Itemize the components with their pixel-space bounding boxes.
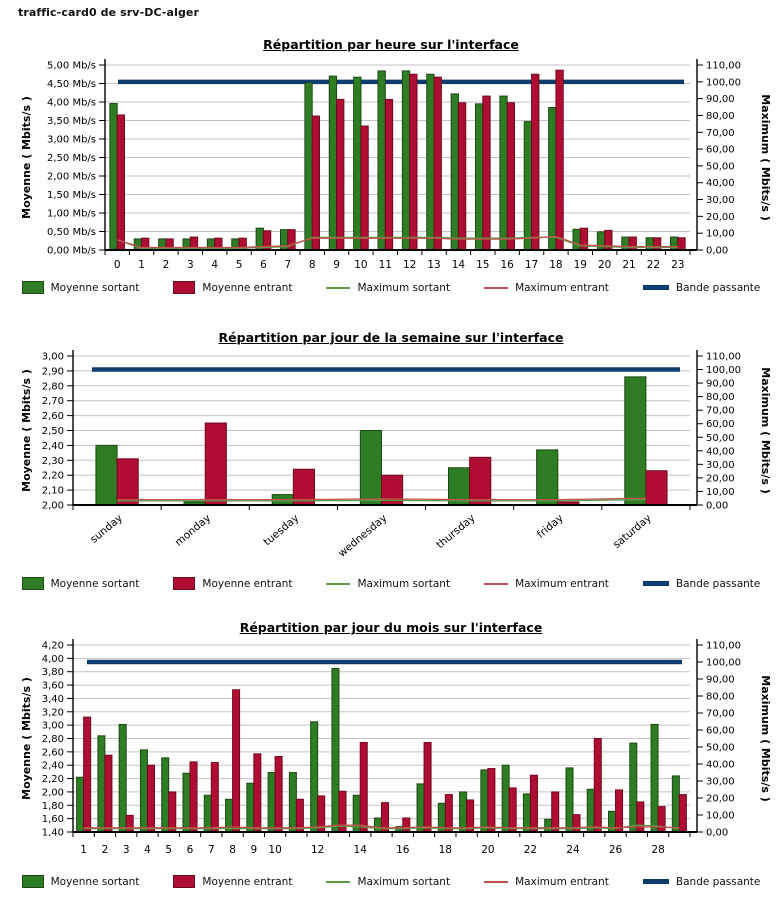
legend-swatch-moyenne-sortant — [22, 281, 44, 294]
line-maximum-sortant — [117, 237, 678, 248]
svg-text:7: 7 — [207, 844, 215, 856]
legend-swatch-maximum-sortant — [326, 583, 350, 585]
svg-text:12: 12 — [310, 844, 325, 856]
svg-text:Maximum ( Mbits/s ): Maximum ( Mbits/s ) — [759, 367, 772, 494]
legend-label-maximum-entrant: Maximum entrant — [515, 875, 609, 888]
svg-text:40,00: 40,00 — [706, 759, 735, 771]
svg-text:18: 18 — [438, 844, 453, 856]
svg-text:2,50 Mb/s: 2,50 Mb/s — [47, 153, 96, 164]
chart-weekday-plot — [0, 343, 782, 573]
svg-text:23: 23 — [671, 259, 685, 271]
svg-text:1,00 Mb/s: 1,00 Mb/s — [47, 208, 96, 220]
svg-text:4,20: 4,20 — [41, 640, 64, 652]
legend-item-maximum-sortant — [326, 578, 450, 590]
svg-text:11: 11 — [378, 259, 392, 271]
svg-text:2,70: 2,70 — [41, 396, 64, 408]
svg-text:17: 17 — [524, 259, 539, 271]
svg-text:80,00: 80,00 — [706, 110, 735, 122]
legend-swatch-maximum-sortant — [326, 287, 350, 289]
legend-label-maximum-sortant: Maximum sortant — [357, 281, 451, 294]
legend-label-maximum-sortant: Maximum sortant — [357, 875, 451, 888]
svg-text:14: 14 — [353, 844, 367, 856]
legend-label-maximum-entrant: Maximum entrant — [515, 577, 609, 590]
svg-text:1: 1 — [80, 844, 87, 856]
svg-text:18: 18 — [549, 259, 563, 271]
svg-text:2,60: 2,60 — [41, 411, 64, 423]
svg-text:3,00: 3,00 — [41, 351, 64, 363]
svg-text:60,00: 60,00 — [706, 419, 735, 431]
svg-text:tuesday: tuesday — [261, 512, 302, 549]
svg-text:2,80: 2,80 — [41, 381, 64, 393]
svg-text:28: 28 — [651, 844, 665, 856]
svg-text:1,50 Mb/s: 1,50 Mb/s — [47, 190, 96, 201]
svg-text:110,00: 110,00 — [706, 640, 741, 652]
svg-text:2,40: 2,40 — [41, 440, 64, 452]
svg-text:8: 8 — [229, 844, 236, 856]
svg-text:2,50: 2,50 — [41, 426, 64, 437]
chart-hourly-plot — [0, 45, 782, 275]
svg-text:0,50 Mb/s: 0,50 Mb/s — [47, 227, 96, 238]
svg-text:20: 20 — [481, 844, 495, 856]
svg-text:2,80: 2,80 — [41, 734, 64, 745]
x-tick-labels — [88, 512, 654, 560]
svg-text:Moyenne ( Mbits/s ): Moyenne ( Mbits/s ) — [20, 369, 33, 492]
svg-text:1,80: 1,80 — [41, 800, 64, 812]
svg-text:22: 22 — [646, 259, 661, 271]
svg-text:3,50 Mb/s: 3,50 Mb/s — [47, 116, 96, 127]
svg-text:2,90: 2,90 — [41, 366, 64, 378]
svg-text:90,00: 90,00 — [706, 674, 735, 686]
svg-text:10,00: 10,00 — [706, 810, 735, 822]
svg-text:2,00: 2,00 — [41, 787, 64, 799]
svg-text:4: 4 — [211, 259, 219, 271]
svg-text:14: 14 — [451, 259, 466, 271]
svg-text:20: 20 — [598, 259, 612, 271]
legend-label-maximum-entrant: Maximum entrant — [515, 281, 609, 294]
legend-item-moyenne-sortant — [22, 281, 140, 294]
svg-text:110,00: 110,00 — [706, 60, 741, 72]
svg-text:2,20: 2,20 — [41, 774, 64, 786]
svg-text:20,00: 20,00 — [706, 211, 735, 223]
legend-item-bande-passante — [643, 282, 760, 294]
svg-text:wednesday: wednesday — [336, 512, 390, 560]
svg-text:4: 4 — [144, 844, 151, 856]
legend-swatch-bande-passante — [643, 285, 669, 290]
report-header: traffic-card0 de srv-DC-alger — [18, 6, 200, 19]
svg-text:100,00: 100,00 — [706, 657, 741, 669]
chart-weekday-legend — [0, 577, 782, 590]
svg-text:4,00: 4,00 — [41, 653, 64, 665]
svg-text:friday: friday — [534, 512, 566, 541]
svg-text:16: 16 — [500, 259, 514, 271]
svg-text:5: 5 — [235, 259, 243, 271]
svg-text:3,80: 3,80 — [41, 667, 64, 679]
svg-text:Moyenne ( Mbits/s ): Moyenne ( Mbits/s ) — [20, 677, 33, 800]
svg-text:2,20: 2,20 — [41, 470, 64, 482]
svg-text:22: 22 — [523, 844, 538, 856]
legend-swatch-moyenne-entrant — [173, 875, 195, 888]
bars-moyenne-sortant — [77, 668, 680, 832]
svg-text:5,00 Mb/s: 5,00 Mb/s — [47, 60, 96, 72]
svg-text:0,00 Mb/s: 0,00 Mb/s — [47, 245, 96, 257]
svg-text:Maximum ( Mbits/s ): Maximum ( Mbits/s ) — [759, 94, 772, 221]
svg-text:saturday: saturday — [610, 512, 654, 551]
legend-item-moyenne-entrant — [173, 577, 292, 590]
legend-swatch-bande-passante — [643, 581, 669, 586]
svg-text:80,00: 80,00 — [706, 691, 735, 703]
svg-text:21: 21 — [622, 259, 636, 271]
svg-text:Maximum ( Mbits/s ): Maximum ( Mbits/s ) — [759, 675, 772, 802]
svg-text:30,00: 30,00 — [706, 776, 735, 788]
legend-swatch-moyenne-entrant — [173, 577, 195, 590]
legend-label-moyenne-entrant: Moyenne entrant — [202, 875, 293, 888]
svg-text:6: 6 — [260, 259, 267, 271]
svg-text:30,00: 30,00 — [706, 195, 735, 207]
legend-item-moyenne-sortant — [22, 875, 140, 888]
legend-swatch-maximum-entrant — [484, 287, 508, 289]
svg-text:0,00: 0,00 — [706, 827, 729, 839]
svg-text:1,60: 1,60 — [41, 814, 64, 826]
gridlines — [105, 65, 690, 232]
svg-text:3: 3 — [186, 259, 194, 271]
svg-text:10: 10 — [268, 844, 282, 856]
svg-text:sunday: sunday — [88, 512, 125, 546]
svg-text:0: 0 — [113, 259, 121, 271]
svg-text:9: 9 — [333, 259, 340, 271]
legend-item-moyenne-sortant — [22, 577, 140, 590]
svg-text:26: 26 — [608, 844, 623, 856]
chart-hourly-legend — [0, 281, 782, 294]
svg-text:40,00: 40,00 — [706, 178, 735, 190]
legend-swatch-moyenne-sortant — [22, 875, 44, 888]
svg-text:50,00: 50,00 — [706, 742, 735, 754]
legend-item-bande-passante — [643, 876, 760, 888]
chart-monthday-plot — [0, 633, 782, 873]
svg-text:1: 1 — [138, 259, 145, 271]
svg-text:5: 5 — [165, 844, 173, 856]
svg-text:2: 2 — [101, 844, 109, 856]
svg-text:10,00: 10,00 — [706, 228, 735, 240]
svg-text:0,00: 0,00 — [706, 500, 729, 512]
svg-text:100,00: 100,00 — [706, 77, 741, 89]
svg-text:2: 2 — [162, 259, 170, 271]
svg-text:70,00: 70,00 — [706, 405, 735, 417]
legend-label-moyenne-sortant: Moyenne sortant — [50, 281, 140, 294]
svg-text:19: 19 — [573, 259, 587, 271]
legend-item-moyenne-entrant — [173, 281, 292, 294]
chart-monthday-title: Répartition par jour du mois sur l'interface — [239, 620, 543, 636]
line-maximum-entrant — [117, 237, 678, 248]
x-tick-labels — [114, 259, 685, 271]
svg-text:3,60: 3,60 — [41, 680, 64, 692]
svg-text:3,20: 3,20 — [41, 707, 64, 719]
legend-label-bande-passante: Bande passante — [675, 281, 761, 294]
svg-text:13: 13 — [427, 259, 441, 271]
legend-label-bande-passante: Bande passante — [675, 577, 761, 590]
svg-text:4,00 Mb/s: 4,00 Mb/s — [47, 97, 96, 109]
legend-item-bande-passante — [643, 578, 760, 590]
svg-text:2,00: 2,00 — [41, 500, 64, 512]
svg-text:0,00: 0,00 — [706, 245, 729, 257]
svg-text:80,00: 80,00 — [706, 392, 735, 404]
legend-item-maximum-entrant — [484, 578, 609, 590]
legend-item-maximum-sortant — [326, 876, 450, 888]
svg-text:4,50 Mb/s: 4,50 Mb/s — [47, 79, 96, 90]
legend-swatch-maximum-entrant — [484, 881, 508, 883]
legend-label-maximum-sortant: Maximum sortant — [357, 577, 451, 590]
svg-text:3,00 Mb/s: 3,00 Mb/s — [47, 134, 96, 146]
chart-hourly-title: Répartition par heure sur l'interface — [263, 37, 519, 53]
legend-item-maximum-entrant — [484, 282, 609, 294]
svg-text:2,30: 2,30 — [41, 455, 64, 467]
svg-text:20,00: 20,00 — [706, 473, 735, 485]
legend-swatch-moyenne-entrant — [173, 281, 195, 294]
svg-text:10: 10 — [354, 259, 368, 271]
svg-text:2,40: 2,40 — [41, 760, 64, 772]
legend-item-maximum-entrant — [484, 876, 609, 888]
legend-label-moyenne-sortant: Moyenne sortant — [50, 875, 140, 888]
svg-text:monday: monday — [172, 512, 214, 549]
bars-moyenne-entrant — [117, 70, 685, 250]
svg-text:70,00: 70,00 — [706, 127, 735, 139]
svg-text:12: 12 — [403, 259, 417, 271]
legend-label-moyenne-entrant: Moyenne entrant — [202, 577, 293, 590]
legend-label-moyenne-sortant: Moyenne sortant — [50, 577, 140, 590]
legend-swatch-bande-passante — [643, 879, 669, 884]
bars-moyenne-sortant — [96, 377, 646, 505]
svg-text:3,00: 3,00 — [41, 720, 64, 732]
line-maximum-entrant — [117, 498, 646, 499]
svg-text:90,00: 90,00 — [706, 378, 735, 390]
svg-text:40,00: 40,00 — [706, 446, 735, 458]
chart-monthday-legend — [0, 875, 782, 888]
svg-text:thursday: thursday — [434, 512, 478, 552]
svg-text:2,00 Mb/s: 2,00 Mb/s — [47, 171, 96, 183]
svg-text:110,00: 110,00 — [706, 351, 741, 363]
svg-text:2,60: 2,60 — [41, 747, 64, 759]
svg-text:24: 24 — [566, 844, 580, 856]
svg-text:1,40: 1,40 — [41, 827, 64, 839]
legend-label-bande-passante: Bande passante — [675, 875, 761, 888]
legend-item-maximum-sortant — [326, 282, 450, 294]
x-tick-labels — [80, 844, 664, 856]
legend-swatch-moyenne-sortant — [22, 577, 44, 590]
svg-text:Moyenne ( Mbits/s ): Moyenne ( Mbits/s ) — [20, 96, 33, 219]
chart-weekday-title: Répartition par jour de la semaine sur l'interface — [218, 330, 564, 346]
bars-moyenne-entrant — [117, 423, 667, 505]
svg-text:90,00: 90,00 — [706, 94, 735, 106]
svg-text:15: 15 — [476, 259, 490, 271]
svg-text:20,00: 20,00 — [706, 793, 735, 805]
svg-text:60,00: 60,00 — [706, 725, 735, 737]
legend-label-moyenne-entrant: Moyenne entrant — [202, 281, 293, 294]
svg-text:3,40: 3,40 — [41, 693, 64, 705]
svg-text:8: 8 — [308, 259, 316, 271]
svg-text:9: 9 — [250, 844, 258, 856]
legend-swatch-maximum-entrant — [484, 583, 508, 585]
svg-text:60,00: 60,00 — [706, 144, 735, 156]
svg-text:7: 7 — [284, 259, 292, 271]
bars-moyenne-entrant — [84, 690, 687, 832]
svg-text:50,00: 50,00 — [706, 432, 735, 444]
svg-text:2,10: 2,10 — [41, 485, 64, 497]
svg-text:50,00: 50,00 — [706, 161, 735, 173]
svg-text:3: 3 — [122, 844, 130, 856]
svg-text:30,00: 30,00 — [706, 459, 735, 471]
svg-text:6: 6 — [186, 844, 194, 856]
svg-text:70,00: 70,00 — [706, 708, 735, 720]
legend-swatch-maximum-sortant — [326, 881, 350, 883]
svg-text:10,00: 10,00 — [706, 486, 735, 498]
svg-text:16: 16 — [396, 844, 410, 856]
legend-item-moyenne-entrant — [173, 875, 292, 888]
bars-moyenne-sortant — [110, 71, 678, 250]
svg-text:100,00: 100,00 — [706, 365, 741, 377]
